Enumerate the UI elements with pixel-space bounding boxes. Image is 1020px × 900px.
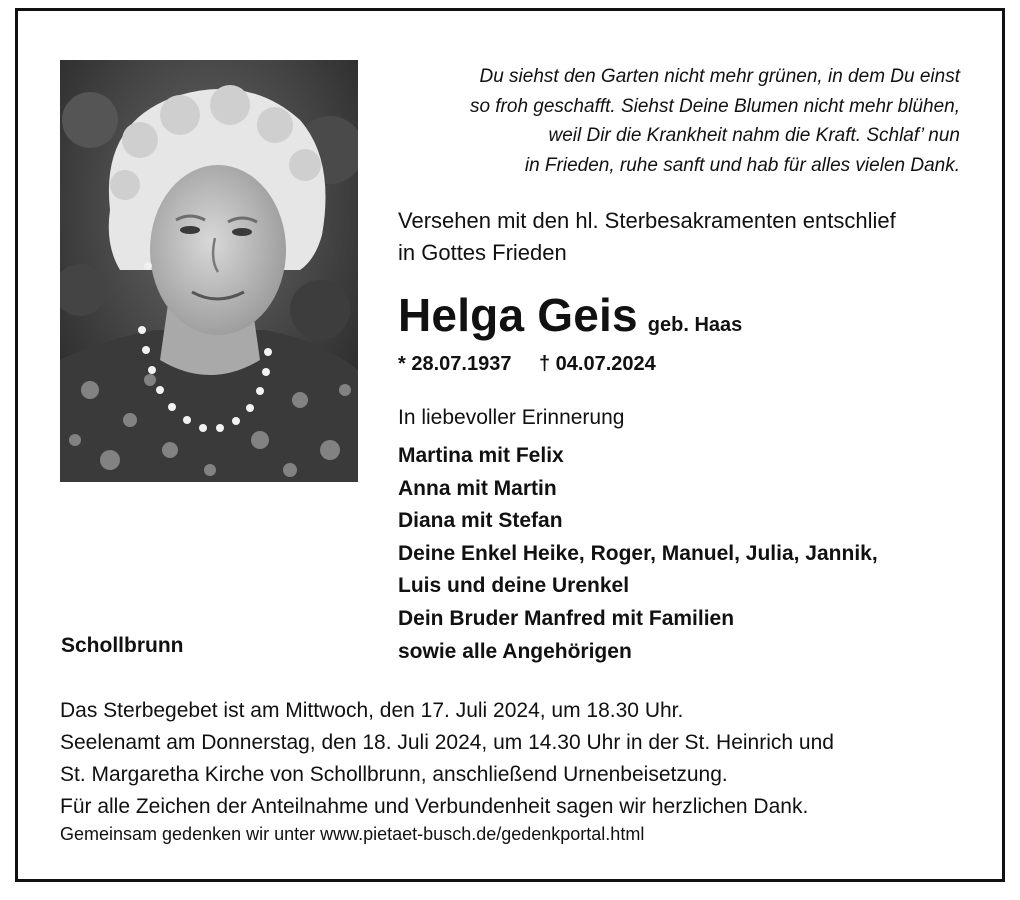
intro-line: Versehen mit den hl. Sterbesakramenten entschlief (398, 208, 896, 233)
poem-line: Du siehst den Garten nicht mehr grünen, in dem Du einst (479, 66, 960, 87)
mourner-line: sowie alle Angehörigen (398, 639, 632, 663)
portrait-photo (60, 60, 358, 482)
intro-text (398, 205, 896, 269)
life-dates (398, 353, 656, 376)
mourner-line: Dein Bruder Manfred mit Familien (398, 606, 735, 630)
maiden-name: geb. Haas (647, 314, 743, 336)
mourner-line: Diana mit Stefan (398, 509, 563, 533)
detail-line: St. Margaretha Kirche von Schollbrunn, anschließend Urnenbeisetzung. (60, 763, 728, 786)
death-date: † 04.07.2024 (539, 353, 656, 375)
mourner-line: Martina mit Felix (398, 444, 564, 467)
mourner-line: Luis und deine Urenkel (398, 574, 630, 598)
poem-line: so froh geschafft. Siehst Deine Blumen nicht mehr blühen, (469, 95, 960, 117)
memorial-portal-link: Gemeinsam gedenken wir unter www.pietaet-busch.de/gedenkportal.html (60, 824, 645, 844)
mourner-line: Deine Enkel Heike, Roger, Manuel, Julia, Jannik, (398, 541, 878, 565)
mourners-list (398, 440, 878, 668)
poem-line: weil Dir die Krankheit nahm die Kraft. Schlaf’ nun (548, 125, 960, 146)
mourner-line: Anna mit Martin (398, 476, 557, 500)
place-name: Schollbrunn (61, 634, 184, 657)
service-details (60, 695, 834, 823)
memory-label: In liebevoller Erinnerung (398, 406, 625, 429)
detail-line: Für alle Zeichen der Anteilnahme und Verbundenheit sagen wir herzlichen Dank. (60, 795, 809, 818)
birth-date: * 28.07.1937 (398, 353, 512, 375)
detail-line: Seelenamt am Donnerstag, den 18. Juli 2024, um 14.30 Uhr in der St. Heinrich und (60, 731, 834, 754)
detail-line: Das Sterbegebet ist am Mittwoch, den 17. Juli 2024, um 18.30 Uhr. (60, 699, 684, 722)
intro-line: in Gottes Frieden (398, 240, 567, 265)
deceased-name: Helga Geis (398, 289, 638, 341)
poem-line: in Frieden, ruhe sanft und hab für alles vielen Dank. (524, 154, 960, 176)
memorial-poem (360, 62, 960, 180)
deceased-name-line (398, 288, 742, 342)
